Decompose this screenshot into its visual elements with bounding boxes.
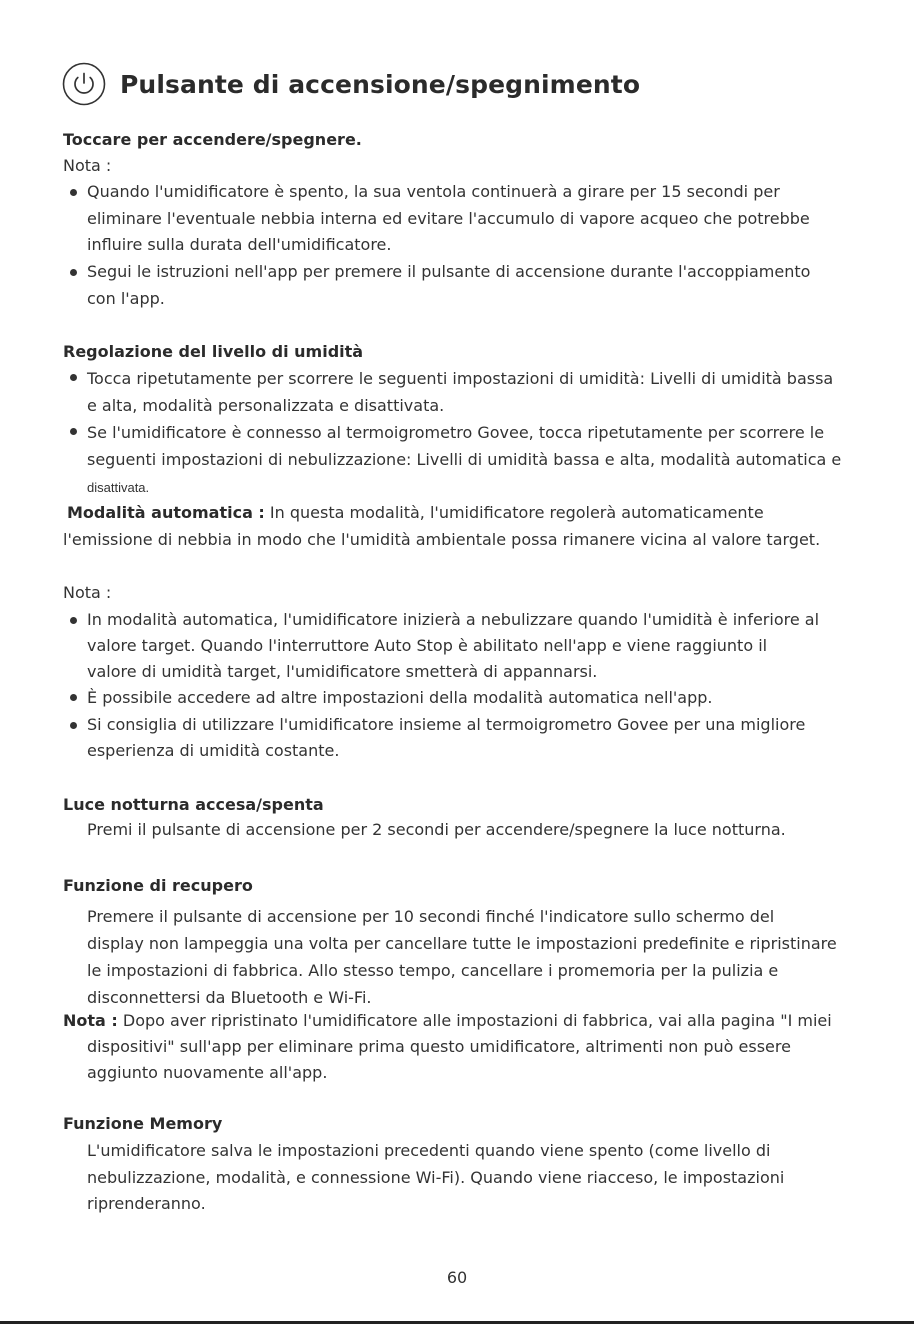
power-bullet2-line2: con l'app. [87,289,165,308]
auto-mode-line2: l'emissione di nebbia in modo che l'umidità ambientale possa rimanere vicina al valore target. [63,530,821,549]
humidity-heading: Regolazione del livello di umidità [63,342,364,361]
auto-note-bullet1-line3: valore di umidità target, l'umidificatore smetterà di appannarsi. [87,662,598,681]
bullet-dot [70,722,77,729]
auto-mode-label: Modalità automatica : [67,503,265,522]
bullet-dot [70,374,77,381]
recovery-line1: Premere il pulsante di accensione per 10 secondi finché l'indicatore sullo schermo del [87,907,775,926]
recovery-note-line3: aggiunto nuovamente all'app. [87,1063,328,1082]
humidity-bullet2-line3: disattivata. [87,480,150,495]
auto-note-bullet3-line1: Si consiglia di utilizzare l'umidificatore insieme al termoigrometro Govee per una migliore [87,715,806,734]
note-label: Nota : [63,156,112,175]
bullet-dot [70,189,77,196]
recovery-line2: display non lampeggia una volta per cancellare tutte le impostazioni predefinite e ripristinare [87,934,837,953]
memory-line2: nebulizzazione, modalità, e connessione Wi-Fi). Quando viene riacceso, le impostazioni [87,1168,785,1187]
power-bullet2-line1: Segui le istruzioni nell'app per premere il pulsante di accensione durante l'accoppiamento [87,262,811,281]
auto-note-bullet2-line1: È possibile accedere ad altre impostazioni della modalità automatica nell'app. [87,688,713,707]
auto-mode-text: In questa modalità, l'umidificatore regolerà automaticamente [264,503,764,522]
humidity-bullet1-line2: e alta, modalità personalizzata e disattivata. [87,396,445,415]
recovery-note-line1 [63,1011,832,1031]
auto-note-bullet1-line2: valore target. Quando l'interruttore Auto Stop è abilitato nell'app e viene raggiunto il [87,636,768,655]
recovery-heading: Funzione di recupero [63,876,253,895]
night-light-heading: Luce notturna accesa/spenta [63,795,324,814]
humidity-bullet1-line1: Tocca ripetutamente per scorrere le seguenti impostazioni di umidità: Livelli di umidità bassa [87,369,834,388]
recovery-line4: disconnettersi da Bluetooth e Wi-Fi. [87,988,372,1007]
auto-mode-line1 [67,503,764,523]
bullet-dot [70,269,77,276]
bullet-dot [70,428,77,435]
recovery-note-line2: dispositivi" sull'app per eliminare prima questo umidificatore, altrimenti non può essere [87,1037,791,1056]
recovery-note-text: Dopo aver ripristinato l'umidificatore alle impostazioni di fabbrica, vai alla pagina "I miei [117,1011,832,1030]
auto-note-bullet1-line1: In modalità automatica, l'umidificatore inizierà a nebulizzare quando l'umidità è inferiore al [87,610,820,629]
power-bullet1-line3: influire sulla durata dell'umidificatore. [87,235,392,254]
auto-note-label: Nota : [63,583,112,602]
power-icon [62,62,106,106]
humidity-bullet2-line2: seguenti impostazioni di nebulizzazione: Livelli di umidità bassa e alta, modalità automatica e [87,450,842,469]
memory-line1: L'umidificatore salva le impostazioni precedenti quando viene spento (come livello di [87,1141,771,1160]
night-light-text: Premi il pulsante di accensione per 2 secondi per accendere/spegnere la luce notturna. [87,820,786,839]
recovery-line3: le impostazioni di fabbrica. Allo stesso tempo, cancellare i promemoria per la pulizia e [87,961,779,980]
page-title: Pulsante di accensione/spegnimento [120,69,641,99]
humidity-bullet2-line1: Se l'umidificatore è connesso al termoigrometro Govee, tocca ripetutamente per scorrere le [87,423,825,442]
recovery-note-label: Nota : [63,1011,118,1030]
power-intro: Toccare per accendere/spegnere. [63,130,362,149]
memory-line3: riprenderanno. [87,1194,206,1213]
power-bullet1-line1: Quando l'umidificatore è spento, la sua ventola continuerà a girare per 15 secondi per [87,182,780,201]
memory-heading: Funzione Memory [63,1114,223,1133]
section-header [62,62,640,106]
auto-note-bullet3-line2: esperienza di umidità costante. [87,741,340,760]
bullet-dot [70,694,77,701]
power-bullet1-line2: eliminare l'eventuale nebbia interna ed evitare l'accumulo di vapore acqueo che potrebbe [87,209,810,228]
page-number: 60 [446,1268,468,1287]
bullet-dot [70,617,77,624]
